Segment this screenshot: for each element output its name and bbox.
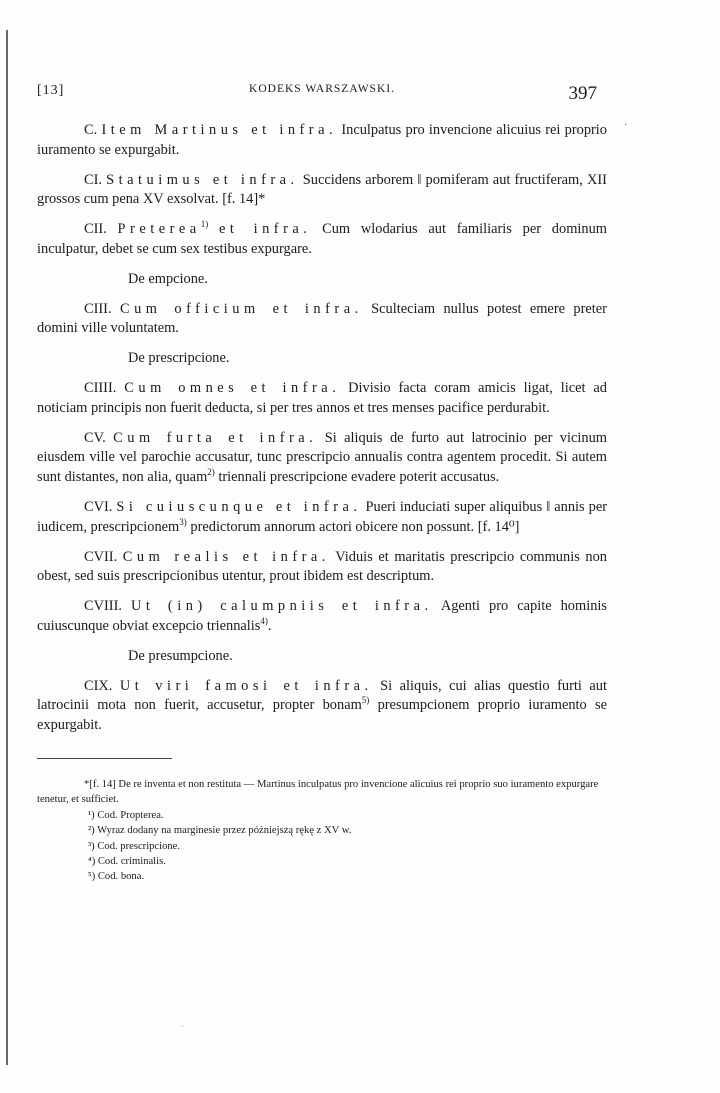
footnote-ref: 3): [179, 516, 187, 527]
paragraph-cv: [37, 429, 607, 488]
article-number: CVII.: [84, 548, 118, 565]
footnote-ref: 2): [207, 467, 215, 478]
incipit: Ut viri famosi et infra.: [119, 677, 373, 694]
paragraph-text: Divisio facta coram amicis ligat, licet ad noticiam principis non fuerit deducta, si per tres annos et tres menses pacifice perdurabit.: [37, 379, 607, 416]
incipit: Ut (in) calumpniis et infra.: [131, 598, 433, 615]
article-number: C.: [84, 122, 98, 138]
paragraph-text: Sculteciam nullus potest emere preter domini ville voluntatem.: [37, 300, 607, 337]
paragraph-ciiii: [37, 379, 607, 419]
paragraph-text: Viduis et maritatis prescripcio communis non obest, sed suis prescripcionibus utentur, prout ibidem est descriptum.: [37, 548, 607, 585]
stray-mark: ·: [181, 1022, 184, 1031]
incipit: Item Martinus et infra.: [101, 122, 338, 138]
article-number: CV.: [84, 429, 106, 446]
paragraph-c: [37, 121, 607, 161]
page-edge-line: [6, 30, 8, 1065]
footnote-item: ³) Cod. prescripcione.: [88, 840, 181, 852]
incipit: Cum officium et infra.: [120, 300, 363, 317]
incipit: Cum omnes et infra.: [124, 379, 341, 396]
page-number: 397: [568, 83, 597, 104]
article-number: CIIII.: [84, 379, 117, 396]
paragraph-text: Si aliquis, cui alias questio furti aut latrocinii mota non fuerit, accusetur, propter bonam: [37, 677, 607, 714]
incipit: Statuimus et infra.: [106, 171, 299, 188]
paragraph-text: Cum wlodarius aut familiaris per dominum inculpatur, debet se cum sex testibus expurgare.: [37, 221, 607, 257]
paragraph-text: Inculpatus pro invencione alicuius rei proprio iuramento se expurgabit.: [37, 122, 607, 158]
section-number: [13]: [37, 83, 65, 98]
paragraph-text: Agenti pro capite hominis cuiuscunque obviat excepcio triennalis: [37, 598, 607, 634]
footnote-item: ²) Wyraz dodany na marginesie przez późniejszą rękę z XV w.: [88, 825, 352, 837]
incipit: Cum furta et infra.: [113, 429, 318, 446]
paragraph-cix: [37, 677, 607, 736]
paragraph-text: Succidens arborem ‖ pomiferam aut fructiferam, XII grossos cum pena XV exsolvat.: [37, 171, 607, 208]
article-number: CIII.: [84, 300, 112, 317]
paragraph-text-rest: triennali prescripcione evadere poterit accusatus.: [218, 469, 500, 486]
paragraph-text-rest: .: [267, 617, 272, 634]
footnote-ref: 5): [361, 695, 370, 706]
article-number: CII.: [84, 221, 107, 238]
footnote-ref: 1): [200, 219, 209, 230]
footnotes: [37, 777, 607, 885]
footnote-item: ⁵) Cod. bona.: [88, 871, 145, 883]
footnote-ref: 4): [260, 616, 268, 627]
section-heading: De presumpcione.: [128, 647, 233, 664]
folio-marker: [f. 14⁰]: [477, 518, 520, 535]
section-heading: De prescripcione.: [128, 350, 230, 367]
footnote-item: ¹) Cod. Propterea.: [88, 809, 164, 821]
paragraph-cviii: [37, 597, 607, 637]
running-header: [37, 75, 607, 111]
incipit: Cum realis et infra.: [122, 548, 330, 565]
incipit: Preterea: [117, 221, 201, 238]
footnote-item: ⁴) Cod. criminalis.: [88, 855, 166, 867]
paragraph-text-rest: predictorum annorum actori obicere non possunt.: [190, 518, 475, 535]
folio-marker: [f. 14]*: [222, 191, 266, 208]
document-page: [37, 75, 607, 885]
article-number: CVIII.: [84, 598, 122, 615]
paragraph-text-rest: presumpcionem proprio iuramento se expurgabit.: [37, 697, 607, 734]
article-number: CIX.: [84, 677, 113, 694]
paragraph-text: Pueri induciati super aliquibus ‖ annis per iudicem, prescripcionem: [37, 498, 607, 535]
main-text: [37, 121, 607, 736]
running-title: KODEKS WARSZAWSKI.: [249, 83, 395, 95]
paragraph-cii: [37, 220, 607, 260]
paragraph-cvii: [37, 548, 607, 588]
incipit-rest: et infra.: [218, 221, 312, 238]
paragraph-text: Si aliquis de furto aut latrocinio per vicinum eiusdem ville vel parochie accusatur, tunc prescripcio annualis contra agentem procedit. Si autem sunt distantes, non alia, quam: [37, 429, 607, 486]
paragraph-cvi: [37, 498, 607, 538]
stray-mark: ·: [624, 120, 628, 131]
article-number: CVI.: [84, 498, 113, 515]
paragraph-ciii: [37, 300, 607, 340]
section-heading: De empcione.: [128, 270, 208, 287]
article-number: CI.: [84, 171, 102, 188]
footnote-separator: [37, 758, 172, 759]
paragraph-ci: [37, 171, 607, 211]
footnote-star: *[f. 14] De re inventa et non restituta — Martinus inculpatus pro invencione alicuius rei proprio suo iuramento expurgare tenetur, et sufficiet.: [37, 778, 599, 806]
incipit: Si cuiuscunque et infra.: [116, 498, 362, 515]
